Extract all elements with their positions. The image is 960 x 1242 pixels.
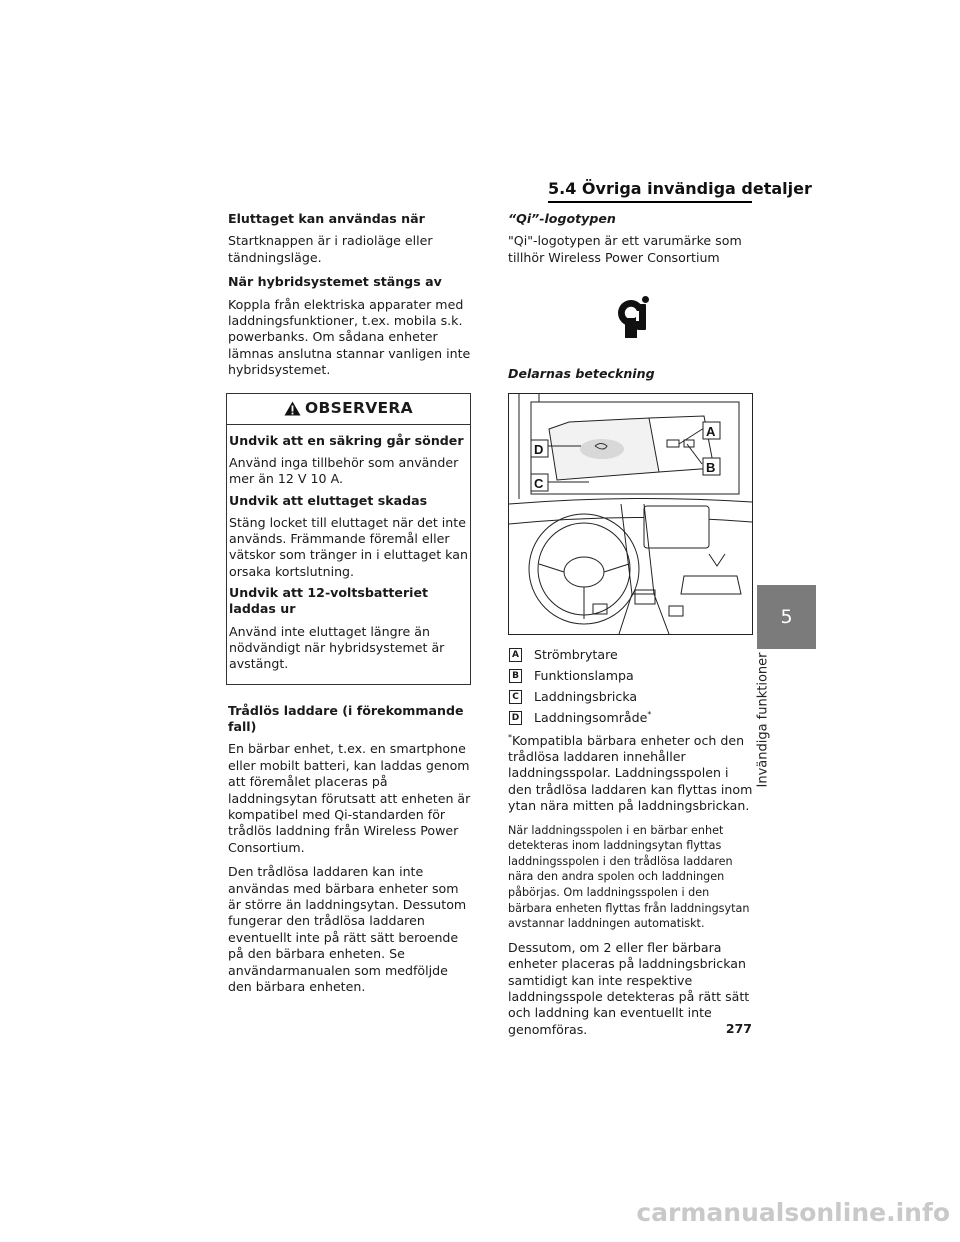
paragraph-wireless-charger-1: En bärbar enhet, t.ex. en smartphone eller mobilt batteri, kan laddas genom att föremålet placeras på laddningsytan förutsatt att enheten är kompatibel med Qi-standarden för trådlös laddning från Wireless Power Consortium. xyxy=(228,741,471,855)
warning-title: OBSERVERA xyxy=(305,399,413,418)
header-rule xyxy=(548,201,752,203)
paragraph-socket-usable: Startknappen är i radioläge eller tändningsläge. xyxy=(228,233,433,265)
warning-text-battery: Använd inte eluttaget längre än nödvändigt när hybridsystemet är avstängt. xyxy=(229,623,445,672)
charger-diagram xyxy=(508,393,753,635)
warning-heading-socket-damage: Undvik att eluttaget skadas xyxy=(229,492,428,508)
chapter-tab xyxy=(757,585,816,649)
legend-list xyxy=(508,645,753,729)
section-title: 5.4 Övriga invändiga detaljer xyxy=(548,179,812,198)
paragraph-qi-logo: "Qi"-logotypen är ett varumärke som tillhör Wireless Power Consortium xyxy=(508,233,742,265)
diagram-label-b: B xyxy=(706,459,716,475)
legend-text: Funktionslampa xyxy=(534,667,634,683)
legend-item-c xyxy=(508,687,753,708)
diagram-label-a: A xyxy=(706,423,716,439)
paragraph-hybrid-off: Koppla från elektriska apparater med laddningsfunktioner, t.ex. mobila s.k. powerbanks. Om sådana enheter lämnas anslutna stannar vanligen inte hybridsystemet. xyxy=(228,296,471,378)
chapter-number: 5 xyxy=(780,606,793,628)
qi-logo-icon xyxy=(616,296,650,340)
warning-text-fuse: Använd inga tillbehör som använder mer än 12 V 10 A. xyxy=(229,454,459,487)
chapter-label: Invändiga funktioner xyxy=(755,652,771,788)
legend-text: Laddningsbricka xyxy=(534,688,638,704)
legend-key: D xyxy=(509,711,522,725)
heading-hybrid-off: När hybridsystemet stängs av xyxy=(228,274,442,290)
legend-key: C xyxy=(509,690,522,704)
legend-item-b xyxy=(508,666,753,687)
heading-socket-usable: Eluttaget kan användas när xyxy=(228,211,425,226)
legend-text: Laddningsområde* xyxy=(534,709,652,725)
paragraph-multiple-devices: Dessutom, om 2 eller fler bärbara enheter placeras på laddningsbrickan samtidigt kan inte respektive laddningsspole detekteras på rätt sätt och laddning kan eventuellt inte genomföras. xyxy=(508,939,750,1037)
warning-triangle-icon xyxy=(284,401,301,416)
heading-wireless-charger: Trådlös laddare (i förekommande fall) xyxy=(228,702,464,734)
left-column xyxy=(228,211,473,1003)
warning-heading-battery: Undvik att 12-voltsbatteriet laddas ur xyxy=(229,585,429,617)
warning-heading-fuse: Undvik att en säkring går sönder xyxy=(229,432,464,448)
footnote-compatible: *Kompatibla bärbara enheter och den trådlösa laddaren innehåller laddningsspolar. Laddningsspolen i den trådlösa laddaren kan flyttas inom ytan nära mitten på laddningsbrickan. xyxy=(508,732,753,814)
heading-parts: Delarnas beteckning xyxy=(508,366,655,382)
page-number: 277 xyxy=(725,1021,752,1036)
small-note-coil: När laddningsspolen i en bärbar enhet detekteras inom laddningsytan flyttas laddningsspolen i den trådlösa laddaren nära den andra spolen och laddningen påbörjas. Om laddningsspolen i den bärbara enheten flyttas från laddningsytan avstannar laddningen automatiskt. xyxy=(508,823,750,931)
paragraph-wireless-charger-2: Den trådlösa laddaren kan inte användas med bärbara enheter som är större än laddningsytan. Dessutom fungerar den trådlösa laddaren eventuellt inte på rätt sätt beroende på den bärbara enheten. Se användarmanualen som medföljde den bärbara enheten. xyxy=(228,864,467,995)
legend-key: B xyxy=(509,669,522,683)
diagram-label-d: D xyxy=(534,441,544,457)
dashboard-illustration xyxy=(509,394,752,634)
watermark: carmanualsonline.info xyxy=(636,1198,950,1227)
warning-text-socket-damage: Stäng locket till eluttaget när det inte används. Främmande föremål eller vätskor som tränger in i eluttaget kan orsaka kortslutning. xyxy=(229,514,468,579)
legend-item-d xyxy=(508,708,753,729)
legend-key: A xyxy=(509,648,522,662)
warning-box xyxy=(226,393,471,685)
warning-header xyxy=(227,394,470,425)
heading-qi-logo: “Qi”-logotypen xyxy=(508,211,616,226)
right-column xyxy=(508,211,753,1046)
legend-item-a xyxy=(508,645,753,666)
legend-text: Strömbrytare xyxy=(534,646,618,662)
diagram-label-c: C xyxy=(534,475,544,491)
